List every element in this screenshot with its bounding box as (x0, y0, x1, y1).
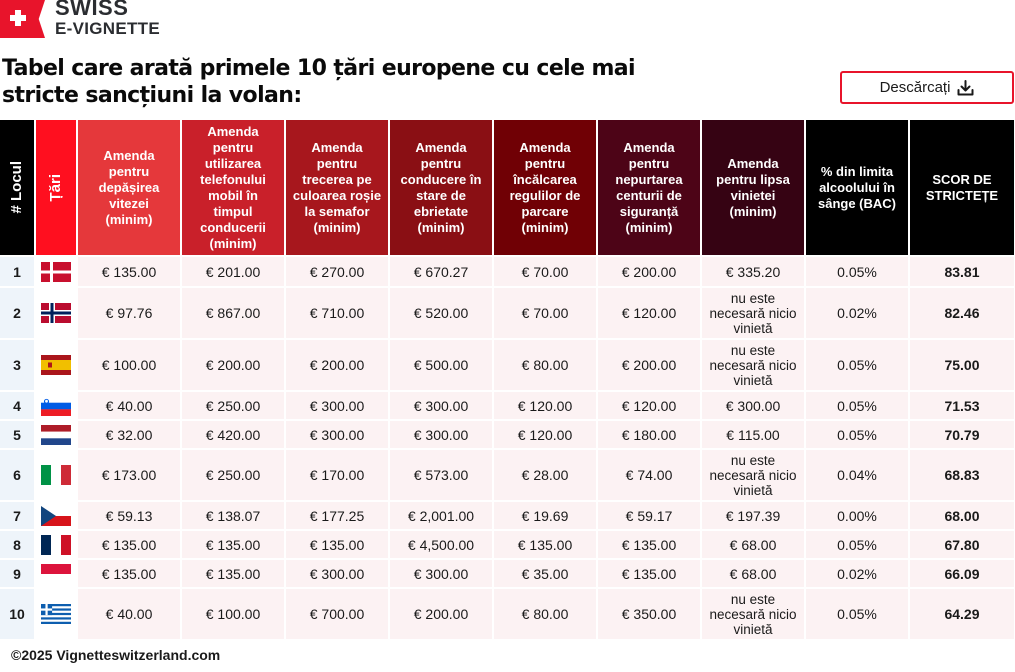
drunk-driving-fine-cell-value: € 300.00 (413, 565, 469, 582)
phone-fine-cell (182, 421, 284, 448)
phone-fine-cell-value: € 250.00 (205, 397, 261, 414)
bac-limit-cell (806, 340, 908, 390)
phone-fine-cell (182, 589, 284, 639)
header-countries-label: Țări (47, 173, 64, 202)
phone-fine-cell-value: € 420.00 (205, 426, 261, 443)
rank-cell: 6 (0, 450, 34, 500)
strictness-score-cell (910, 288, 1014, 338)
bac-limit-cell-value: 0.05% (837, 357, 877, 373)
red-light-fine-cell (286, 450, 388, 500)
red-light-fine-cell (286, 421, 388, 448)
red-light-fine-cell-value: € 177.25 (309, 507, 365, 524)
vignette-fine-cell (702, 257, 804, 286)
header-strictness-score (910, 120, 1014, 255)
rank-cell: 5 (0, 421, 34, 448)
header-parking-fine-label: Amenda pentru încălcarea regulilor de parcare (minim) (509, 139, 581, 235)
red-light-fine-cell-value: € 300.00 (309, 397, 365, 414)
seatbelt-fine-cell-value: € 135.00 (621, 565, 677, 582)
bac-limit-cell (806, 421, 908, 448)
header-seatbelt-fine (598, 120, 700, 255)
denmark-flag-icon (41, 262, 71, 282)
red-light-fine-cell-value: € 135.00 (309, 536, 365, 553)
logo (0, 0, 160, 40)
strictness-score-cell-value: 82.46 (944, 305, 980, 321)
seatbelt-fine-cell (598, 288, 700, 338)
spain-flag-icon (41, 355, 71, 375)
vignette-fine-cell (702, 531, 804, 558)
strictness-score-cell (910, 531, 1014, 558)
drunk-driving-fine-cell-value: € 500.00 (413, 357, 469, 373)
strictness-score-cell (910, 502, 1014, 529)
vignette-fine-cell-value: € 300.00 (725, 397, 781, 414)
download-icon (957, 80, 974, 96)
drunk-driving-fine-cell (390, 421, 492, 448)
country-flag-cell (36, 421, 76, 448)
header-vignette-fine (702, 120, 804, 255)
strictness-score-cell-value: 67.80 (944, 536, 980, 553)
strictness-score-cell-value: 68.00 (944, 507, 980, 524)
header-bac-limit-label: % din limita alcoolului în sânge (BAC) (817, 163, 896, 211)
vignette-fine-cell (702, 288, 804, 338)
logo-line-1: SWISS (55, 0, 129, 20)
vignette-fine-cell (702, 421, 804, 448)
strictness-score-cell (910, 392, 1014, 419)
parking-fine-cell (494, 288, 596, 338)
red-light-fine-cell (286, 531, 388, 558)
header-red-light-fine-label: Amenda pentru trecerea pe culoarea roșie la semafor (minim) (292, 139, 382, 235)
drunk-driving-fine-cell (390, 531, 492, 558)
bac-limit-cell-value: 0.05% (837, 536, 877, 553)
strictness-table (0, 120, 1015, 639)
parking-fine-cell-value: € 70.00 (521, 263, 569, 280)
drunk-driving-fine-cell (390, 340, 492, 390)
speeding-fine-cell-value: € 59.13 (105, 507, 153, 524)
bac-limit-cell (806, 288, 908, 338)
country-flag-cell (36, 450, 76, 500)
table-row (0, 257, 1015, 286)
seatbelt-fine-cell-value: € 120.00 (621, 305, 677, 321)
vignette-fine-cell-value: € 68.00 (729, 565, 777, 582)
country-flag-cell (36, 288, 76, 338)
phone-fine-cell (182, 450, 284, 500)
table-header (0, 120, 1015, 255)
parking-fine-cell (494, 560, 596, 587)
france-flag-icon (41, 535, 71, 555)
table-row (0, 421, 1015, 448)
red-light-fine-cell (286, 502, 388, 529)
bac-limit-cell (806, 502, 908, 529)
red-light-fine-cell-value: € 170.00 (309, 467, 365, 483)
vignette-fine-cell-value: € 68.00 (729, 536, 777, 553)
bac-limit-cell (806, 589, 908, 639)
strictness-score-cell-value: 66.09 (944, 565, 980, 582)
table-row (0, 340, 1015, 390)
vignette-fine-cell (702, 392, 804, 419)
vignette-fine-cell-value: nu este necesară nicio vinietă (709, 290, 797, 336)
speeding-fine-cell-value: € 135.00 (101, 263, 157, 280)
bac-limit-cell-value: 0.05% (837, 606, 877, 622)
vignette-fine-cell (702, 560, 804, 587)
strictness-score-cell-value: 71.53 (944, 397, 980, 414)
phone-fine-cell-value: € 100.00 (205, 606, 261, 622)
drunk-driving-fine-cell (390, 560, 492, 587)
parking-fine-cell (494, 257, 596, 286)
seatbelt-fine-cell-value: € 59.17 (625, 507, 673, 524)
seatbelt-fine-cell (598, 589, 700, 639)
seatbelt-fine-cell-value: € 200.00 (621, 357, 677, 373)
header-countries (36, 120, 76, 255)
seatbelt-fine-cell (598, 340, 700, 390)
seatbelt-fine-cell (598, 421, 700, 448)
seatbelt-fine-cell (598, 502, 700, 529)
bac-limit-cell (806, 560, 908, 587)
parking-fine-cell-value: € 80.00 (521, 606, 569, 622)
parking-fine-cell (494, 531, 596, 558)
bac-limit-cell (806, 257, 908, 286)
vignette-fine-cell-value: nu este necesară nicio vinietă (709, 591, 797, 637)
parking-fine-cell-value: € 70.00 (521, 305, 569, 321)
speeding-fine-cell (78, 340, 180, 390)
strictness-score-cell (910, 589, 1014, 639)
vignette-fine-cell (702, 502, 804, 529)
speeding-fine-cell (78, 560, 180, 587)
speeding-fine-cell (78, 531, 180, 558)
seatbelt-fine-cell-value: € 135.00 (621, 536, 677, 553)
strictness-score-cell-value: 64.29 (944, 606, 980, 622)
header-speeding-fine (78, 120, 180, 255)
speeding-fine-cell-value: € 135.00 (101, 565, 157, 582)
drunk-driving-fine-cell-value: € 300.00 (413, 397, 469, 414)
bac-limit-cell-value: 0.05% (837, 397, 877, 414)
phone-fine-cell-value: € 135.00 (205, 565, 261, 582)
parking-fine-cell-value: € 120.00 (517, 397, 573, 414)
phone-fine-cell (182, 257, 284, 286)
drunk-driving-fine-cell (390, 502, 492, 529)
speeding-fine-cell-value: € 40.00 (105, 606, 153, 622)
phone-fine-cell-value: € 135.00 (205, 536, 261, 553)
parking-fine-cell-value: € 35.00 (521, 565, 569, 582)
page-title: Tabel care arată primele 10 țări europene cu cele mai stricte sancțiuni la volan: (2, 56, 635, 108)
phone-fine-cell-value: € 138.07 (205, 507, 261, 524)
header-phone-fine (182, 120, 284, 255)
bac-limit-cell-value: 0.05% (837, 263, 877, 280)
parking-fine-cell-value: € 80.00 (521, 357, 569, 373)
seatbelt-fine-cell-value: € 74.00 (625, 467, 673, 483)
parking-fine-cell (494, 589, 596, 639)
parking-fine-cell (494, 392, 596, 419)
phone-fine-cell (182, 531, 284, 558)
country-flag-cell (36, 560, 76, 587)
speeding-fine-cell (78, 589, 180, 639)
poland-flag-icon (41, 564, 71, 584)
greece-flag-icon (41, 604, 71, 624)
parking-fine-cell (494, 421, 596, 448)
rank-cell: 9 (0, 560, 34, 587)
seatbelt-fine-cell (598, 257, 700, 286)
country-flag-cell (36, 589, 76, 639)
phone-fine-cell-value: € 201.00 (205, 263, 261, 280)
vignette-fine-cell (702, 340, 804, 390)
red-light-fine-cell-value: € 700.00 (309, 606, 365, 622)
strictness-score-cell (910, 340, 1014, 390)
bac-limit-cell-value: 0.04% (837, 467, 877, 483)
strictness-score-cell-value: 83.81 (944, 263, 980, 280)
table-row (0, 531, 1015, 558)
table-row (0, 589, 1015, 639)
footer-copyright: ©2025 Vignetteswitzerland.com (11, 647, 221, 663)
drunk-driving-fine-cell (390, 257, 492, 286)
red-light-fine-cell (286, 340, 388, 390)
rank-cell: 3 (0, 340, 34, 390)
red-light-fine-cell (286, 288, 388, 338)
vignette-fine-cell-value: € 197.39 (725, 507, 781, 524)
parking-fine-cell-value: € 120.00 (517, 426, 573, 443)
bac-limit-cell (806, 531, 908, 558)
drunk-driving-fine-cell-value: € 200.00 (413, 606, 469, 622)
table-row (0, 560, 1015, 587)
rank-cell: 1 (0, 257, 34, 286)
speeding-fine-cell-value: € 97.76 (105, 305, 153, 321)
norway-flag-icon (41, 303, 71, 323)
table-body (0, 257, 1015, 639)
seatbelt-fine-cell-value: € 350.00 (621, 606, 677, 622)
phone-fine-cell (182, 340, 284, 390)
country-flag-cell (36, 392, 76, 419)
seatbelt-fine-cell (598, 450, 700, 500)
rank-cell: 4 (0, 392, 34, 419)
bac-limit-cell-value: 0.02% (837, 565, 877, 582)
country-flag-cell (36, 531, 76, 558)
table-row (0, 288, 1015, 338)
red-light-fine-cell-value: € 200.00 (309, 357, 365, 373)
red-light-fine-cell-value: € 300.00 (309, 426, 365, 443)
header-vignette-fine-label: Amenda pentru lipsa vinietei (minim) (716, 155, 790, 219)
red-light-fine-cell-value: € 710.00 (309, 305, 365, 321)
parking-fine-cell (494, 502, 596, 529)
header-bac-limit (806, 120, 908, 255)
red-light-fine-cell-value: € 300.00 (309, 565, 365, 582)
red-light-fine-cell-value: € 270.00 (309, 263, 365, 280)
rank-cell: 7 (0, 502, 34, 529)
vignette-fine-cell (702, 450, 804, 500)
czechia-flag-icon (41, 506, 71, 526)
vignette-fine-cell (702, 589, 804, 639)
table-row (0, 502, 1015, 529)
country-flag-cell (36, 340, 76, 390)
strictness-score-cell-value: 70.79 (944, 426, 980, 443)
speeding-fine-cell (78, 392, 180, 419)
drunk-driving-fine-cell (390, 589, 492, 639)
strictness-score-cell-value: 75.00 (944, 357, 980, 373)
swiss-flag-icon (0, 0, 45, 38)
table-row (0, 392, 1015, 419)
speeding-fine-cell-value: € 173.00 (101, 467, 157, 483)
country-flag-cell (36, 257, 76, 286)
drunk-driving-fine-cell (390, 450, 492, 500)
header-strictness-score-label: SCOR DE STRICTEȚE (925, 171, 999, 203)
vignette-fine-cell-value: nu este necesară nicio vinietă (709, 342, 797, 388)
parking-fine-cell-value: € 28.00 (521, 467, 569, 483)
drunk-driving-fine-cell-value: € 573.00 (413, 467, 469, 483)
italy-flag-icon (41, 465, 71, 485)
drunk-driving-fine-cell-value: € 670.27 (413, 263, 469, 280)
strictness-score-cell-value: 68.83 (944, 467, 980, 483)
header-phone-fine-label: Amenda pentru utilizarea telefonului mobil în timpul conducerii (minim) (200, 123, 266, 251)
bac-limit-cell (806, 450, 908, 500)
header-speeding-fine-label: Amenda pentru depășirea vitezei (minim) (98, 147, 160, 227)
download-button[interactable] (840, 71, 1014, 104)
seatbelt-fine-cell (598, 531, 700, 558)
phone-fine-cell (182, 560, 284, 587)
bac-limit-cell-value: 0.00% (837, 507, 877, 524)
red-light-fine-cell (286, 257, 388, 286)
header-parking-fine (494, 120, 596, 255)
parking-fine-cell (494, 450, 596, 500)
phone-fine-cell (182, 392, 284, 419)
drunk-driving-fine-cell-value: € 300.00 (413, 426, 469, 443)
seatbelt-fine-cell (598, 392, 700, 419)
seatbelt-fine-cell-value: € 120.00 (621, 397, 677, 414)
seatbelt-fine-cell-value: € 180.00 (621, 426, 677, 443)
strictness-score-cell (910, 421, 1014, 448)
drunk-driving-fine-cell-value: € 2,001.00 (407, 507, 475, 524)
table-row (0, 450, 1015, 500)
speeding-fine-cell (78, 257, 180, 286)
phone-fine-cell (182, 288, 284, 338)
speeding-fine-cell-value: € 40.00 (105, 397, 153, 414)
red-light-fine-cell (286, 392, 388, 419)
bac-limit-cell-value: 0.05% (837, 426, 877, 443)
speeding-fine-cell (78, 502, 180, 529)
vignette-fine-cell-value: € 335.20 (725, 263, 781, 280)
strictness-score-cell (910, 450, 1014, 500)
slovenia-flag-icon (41, 396, 71, 416)
red-light-fine-cell (286, 560, 388, 587)
bac-limit-cell-value: 0.02% (837, 305, 877, 321)
header-red-light-fine (286, 120, 388, 255)
phone-fine-cell-value: € 867.00 (205, 305, 261, 321)
phone-fine-cell-value: € 250.00 (205, 467, 261, 483)
drunk-driving-fine-cell-value: € 4,500.00 (407, 536, 475, 553)
header-drunk-driving-fine-label: Amenda pentru conducere în stare de ebrietate (minim) (400, 139, 482, 235)
speeding-fine-cell (78, 288, 180, 338)
speeding-fine-cell (78, 421, 180, 448)
logo-line-2: E-VIGNETTE (55, 19, 161, 38)
phone-fine-cell (182, 502, 284, 529)
rank-cell: 10 (0, 589, 34, 639)
speeding-fine-cell-value: € 135.00 (101, 536, 157, 553)
country-flag-cell (36, 502, 76, 529)
speeding-fine-cell-value: € 100.00 (101, 357, 157, 373)
rank-cell: 2 (0, 288, 34, 338)
drunk-driving-fine-cell (390, 288, 492, 338)
drunk-driving-fine-cell (390, 392, 492, 419)
header-seatbelt-fine-label: Amenda pentru nepurtarea centurii de siguranță (minim) (615, 139, 683, 235)
parking-fine-cell-value: € 19.69 (521, 507, 569, 524)
seatbelt-fine-cell (598, 560, 700, 587)
phone-fine-cell-value: € 200.00 (205, 357, 261, 373)
seatbelt-fine-cell-value: € 200.00 (621, 263, 677, 280)
speeding-fine-cell-value: € 32.00 (105, 426, 153, 443)
drunk-driving-fine-cell-value: € 520.00 (413, 305, 469, 321)
bac-limit-cell (806, 392, 908, 419)
header-rank (0, 120, 34, 255)
vignette-fine-cell-value: € 115.00 (726, 426, 780, 443)
header-drunk-driving-fine (390, 120, 492, 255)
speeding-fine-cell (78, 450, 180, 500)
parking-fine-cell (494, 340, 596, 390)
header-rank-label: # Locul (8, 161, 25, 214)
netherlands-flag-icon (41, 425, 71, 445)
download-label: Descărcați (879, 79, 951, 96)
parking-fine-cell-value: € 135.00 (517, 536, 573, 553)
rank-cell: 8 (0, 531, 34, 558)
vignette-fine-cell-value: nu este necesară nicio vinietă (709, 452, 797, 498)
red-light-fine-cell (286, 589, 388, 639)
strictness-score-cell (910, 560, 1014, 587)
strictness-score-cell (910, 257, 1014, 286)
